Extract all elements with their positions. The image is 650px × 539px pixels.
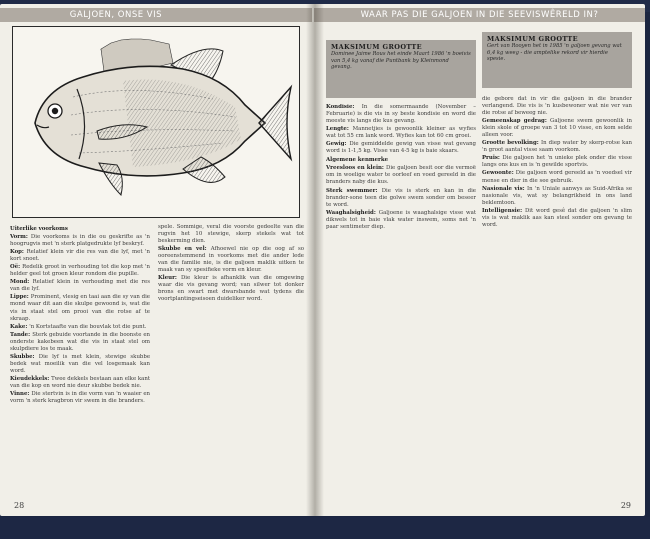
paragraph-keyword: Pruis:: [482, 155, 503, 162]
right-column-1: [326, 104, 476, 490]
paragraph: [326, 188, 476, 209]
paragraph: [158, 224, 304, 245]
galjoen-fish-drawing: [13, 27, 299, 217]
paragraph-keyword: Mond:: [10, 279, 33, 286]
paragraph: [10, 279, 150, 293]
paragraph-text: Die galjoen word gereeld as 'n voedsel vir mense en dier in die see gebruik.: [482, 170, 632, 184]
paragraph: [10, 249, 150, 263]
table-cloth-bottom: [0, 517, 650, 539]
paragraph-keyword: Waaghalsigheid:: [326, 209, 379, 216]
left-col1-paragraphs: [10, 234, 150, 405]
paragraph: [10, 376, 150, 390]
paragraph-text: Die galjoen het 'n unieke plek onder die visse langs ons kus en is 'n gewilde sportvis.: [482, 155, 632, 169]
paragraph-keyword: Kake:: [10, 323, 30, 330]
paragraph-text: In die somermaande (November – Februarie) is die vis in sy beste kondisie en word die meeste vis langs die kus gevang.: [326, 104, 476, 125]
paragraph-keyword: Skubbe en vel:: [158, 246, 211, 253]
paragraph: [326, 165, 476, 186]
paragraph-text: spele. Sommige, veral die voorste gedeelte van die rugvin het 10 stewige, skerp stekels wat tot beskerming dien.: [158, 224, 304, 245]
paragraph-keyword: Tande:: [10, 331, 33, 338]
paragraph: [482, 186, 632, 207]
right-col1-paragraphs: [326, 104, 476, 231]
left-column-2: [158, 224, 304, 492]
paragraph: [10, 264, 150, 278]
paragraph-text: Mannetjies is gewoonlik kleiner as wyfies wat tot 55 cm lank word. Wyfies kan tot 60 cm groei.: [326, 126, 476, 140]
paragraph-text: 'n Kortstaafte van die bouvlak tot die punt.: [29, 323, 147, 330]
left-col2-paragraphs: [158, 224, 304, 304]
paragraph-text: die gebore dat in vir die galjoen in die brander verlangend. Die vis is 'n kusbewoner wat nie ver van die rotse af beweeg nie.: [482, 96, 632, 117]
paragraph-keyword: Kleur:: [158, 275, 181, 282]
paragraph: [482, 170, 632, 184]
paragraph: [326, 104, 476, 125]
paragraph-text: Die gemiddelde gewig van visse wat gevang word is 1-1,5 kg. Visse van 4-5 kg is baie skaars.: [326, 141, 476, 155]
paragraph-text: In 'n Uniale aanwys as Suid-Afrika se nasionale vis, wat sy belangrikheid in ons land beklemtoon.: [482, 185, 632, 206]
fact-card-1: [326, 40, 476, 98]
right-column-2: [482, 96, 632, 490]
paragraph-text: Dit word gesê dat die galjoen 'n slim vis is wat maklik aas kan steel sonder om gevang te word.: [482, 207, 632, 228]
paragraph-text: Die vis is sterk en kan in die brander-sone teen die golwe swem sonder om beseer te word.: [326, 187, 476, 208]
paragraph: [326, 210, 476, 231]
paragraph-keyword: Kieudekkels:: [10, 375, 52, 382]
paragraph-keyword: Gewoonte:: [482, 170, 516, 177]
right-page: [314, 4, 645, 516]
paragraph-text: Die stertvin is in die vorm van 'n waaier en vorm 'n sterk kragbron vir swem in die branders.: [10, 391, 150, 405]
paragraph-keyword: Kop:: [10, 249, 27, 256]
fact-card-1-title: MAKSIMUM GROOTTE: [331, 43, 423, 51]
paragraph: [158, 246, 304, 274]
paragraph-keyword: Vinne:: [10, 391, 32, 398]
paragraph-text: Afhoewel nie op die oog af so ooreenstemmend in voorkoms met die ander lede van die familie nie, is die galjoen maklik uitken te maak van sy spesifieke vorm en kleur.: [158, 246, 304, 274]
right-page-header: WAAR PAS DIE GALJOEN IN DIE SEEVISWÊRELD IN?: [314, 8, 645, 22]
paragraph-keyword: Intelligensie:: [482, 207, 525, 214]
paragraph-keyword: Gewig:: [326, 141, 350, 148]
paragraph-text: Sterk gebuide voortande in die boonste en onderste kakebeen wat die vis in staat stel om skulpdiere los te maak.: [10, 331, 150, 352]
paragraph-keyword: Grootte bevolking:: [482, 140, 541, 147]
paragraph: [326, 126, 476, 140]
paragraph: [482, 155, 632, 169]
fact-card-1-text: Dominee Jaime Rous het einde Maart 1986 'n boeivis van 5,4 kg vanaf die Puntbank by Kleinmond gevang.: [331, 51, 471, 71]
paragraph: [482, 140, 632, 154]
paragraph-text: Galjoene swem gewoonlik in klein skole of groepe van 3 tot 10 visse, en kom selde alleen voor.: [482, 118, 632, 139]
fact-card-2: [482, 32, 632, 88]
paragraph: [10, 294, 150, 322]
paragraph: [482, 118, 632, 139]
paragraph-keyword: Sterk swemmer:: [326, 187, 382, 194]
paragraph: [326, 141, 476, 155]
paragraph: [158, 275, 304, 303]
section-title: Uiterlike voorkoms: [10, 226, 68, 232]
paragraph: Algemene kenmerke: [326, 157, 389, 164]
paragraph-text: Die galjoen besit oor die vermoë om in woelige water te oorleef en voed gereeld in die branders naby die kus.: [326, 165, 476, 186]
paragraph-keyword: Lengte:: [326, 126, 353, 133]
left-column-1: [10, 224, 150, 492]
paragraph: [10, 324, 150, 331]
paragraph-keyword: Oë:: [10, 264, 23, 271]
paragraph-keyword: Skubbe:: [10, 353, 39, 360]
left-page: [0, 4, 314, 516]
paragraph-keyword: Nasionale vis:: [482, 185, 528, 192]
paragraph-text: Relatief klein vir die res van die lyf, met 'n kort snoet.: [10, 249, 150, 263]
book-gutter: [306, 4, 324, 516]
paragraph-text: Redelik groot in verhouding tot die kop met 'n helder geel tot groen kleur rondom die pupille.: [10, 264, 150, 278]
right-page-number: 29: [620, 501, 631, 510]
paragraph-keyword: Lippe:: [10, 294, 31, 301]
paragraph-text: Galjoene is waaghalsige visse wat dikwels tot in baie vlak water inswem, soms net 'n paar sentimeter diep.: [326, 209, 476, 230]
fish-illustration: [12, 26, 300, 218]
paragraph-text: Die voorkoms is in die ou geskrifte as 'n hoogrugvis met 'n sterk platgedrukte lyf beskryf.: [10, 234, 150, 248]
paragraph-text: In diep water by skerp-rotse kan 'n groot aantal visse saam voorkom.: [482, 140, 632, 154]
paragraph-text: Relatief klein in verhouding met die res van die lyf.: [10, 279, 150, 293]
fact-card-2-title: MAKSIMUM GROOTTE: [487, 35, 579, 43]
paragraph-keyword: Vreesloos en klein:: [326, 165, 387, 172]
paragraph: [482, 96, 632, 117]
paragraph: [10, 354, 150, 375]
paragraph: [10, 332, 150, 353]
paragraph-text: Twee dekkels bestaan aan elke kant van die kop en word nie deur skubbe bedek nie.: [10, 375, 150, 389]
paragraph-text: Die lyf is met klein, stewige skubbe bedek wat moeilik van die vel losgemaak kan word.: [10, 353, 150, 374]
paragraph: [10, 391, 150, 405]
paragraph-text: Prominent, vlesig en taai aan die sy van die mond waar dit aan die skulpe gewoond is, wat die vis in staat stel om prooi van die rotse af te skraap.: [10, 294, 150, 322]
paragraph: [10, 234, 150, 248]
paragraph: [482, 208, 632, 229]
paragraph-keyword: Gemeenskap gedrag:: [482, 118, 551, 125]
left-page-header: GALJOEN, ONSE VIS: [0, 8, 312, 22]
left-page-number: 28: [14, 501, 25, 510]
right-col2-paragraphs: [482, 96, 632, 229]
paragraph-keyword: Kondisie:: [326, 104, 362, 110]
fact-card-2-text: Gert van Rooyen het in 1985 'n galjoen gevang wat 6,4 kg weeg - die amptelike rekord vir hierdie spesie.: [487, 43, 622, 63]
paragraph-text: Die kleur is afhanklik van die omgewing waar die vis gevang word; van silwer tot donker brons en swart met dwarsbande wat tydens die voortplantingseisoen duideliker word.: [158, 275, 304, 303]
paragraph-keyword: Vorm:: [10, 234, 31, 241]
